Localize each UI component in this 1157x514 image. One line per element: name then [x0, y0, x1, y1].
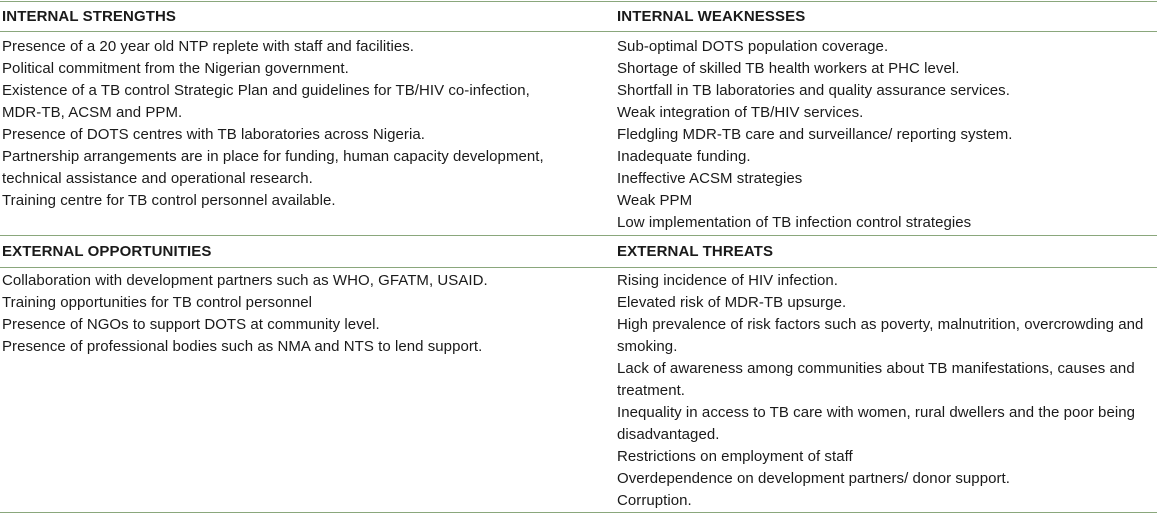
list-item: Lack of awareness among communities about TB manifestations, causes and treatment. — [617, 360, 1135, 399]
list-item: Weak integration of TB/HIV services. — [617, 104, 864, 121]
list-item: Rising incidence of HIV infection. — [617, 272, 838, 289]
section-divider — [0, 235, 1157, 236]
list-item: Shortage of skilled TB health workers at PHC level. — [617, 60, 960, 77]
external-opportunities-list — [2, 270, 562, 358]
list-item: Presence of NGOs to support DOTS at community level. — [2, 316, 380, 333]
external-threats-heading: EXTERNAL THREATS — [617, 243, 774, 260]
list-item: Shortfall in TB laboratories and quality assurance services. — [617, 82, 1010, 99]
list-item: Sub-optimal DOTS population coverage. — [617, 38, 889, 55]
list-item: High prevalence of risk factors such as poverty, malnutrition, overcrowding and smoking. — [617, 316, 1144, 355]
list-item: Ineffective ACSM strategies — [617, 170, 803, 187]
list-item: Elevated risk of MDR-TB upsurge. — [617, 294, 847, 311]
internal-strengths-list — [2, 36, 552, 212]
list-item: Partnership arrangements are in place for funding, human capacity development, technical assistance and operational research. — [2, 148, 544, 187]
internal-weaknesses-list — [617, 36, 1157, 234]
external-opportunities-heading: EXTERNAL OPPORTUNITIES — [2, 243, 212, 260]
internal-weaknesses-heading: INTERNAL WEAKNESSES — [617, 8, 806, 25]
list-item: Training opportunities for TB control personnel — [2, 294, 313, 311]
list-item: Presence of DOTS centres with TB laboratories across Nigeria. — [2, 126, 425, 143]
table-top-rule — [0, 1, 1157, 2]
list-item: Fledgling MDR-TB care and surveillance/ reporting system. — [617, 126, 1013, 143]
list-item: Collaboration with development partners such as WHO, GFATM, USAID. — [2, 272, 488, 289]
table-bottom-rule — [0, 512, 1157, 513]
header-divider-top — [0, 31, 1157, 32]
list-item: Low implementation of TB infection control strategies — [617, 214, 972, 231]
list-item: Inequality in access to TB care with women, rural dwellers and the poor being disadvantaged. — [617, 404, 1136, 443]
list-item: Political commitment from the Nigerian government. — [2, 60, 349, 77]
list-item: Training centre for TB control personnel available. — [2, 192, 336, 209]
external-threats-list — [617, 270, 1157, 512]
list-item: Existence of a TB control Strategic Plan and guidelines for TB/HIV co-infection, MDR-TB, ACSM and PPM. — [2, 82, 530, 121]
list-item: Presence of professional bodies such as NMA and NTS to lend support. — [2, 338, 483, 355]
header-divider-bottom — [0, 267, 1157, 268]
internal-strengths-heading: INTERNAL STRENGTHS — [2, 8, 177, 25]
list-item: Overdependence on development partners/ donor support. — [617, 470, 1010, 487]
list-item: Weak PPM — [617, 192, 693, 209]
list-item: Corruption. — [617, 492, 692, 509]
list-item: Presence of a 20 year old NTP replete with staff and facilities. — [2, 38, 415, 55]
list-item: Inadequate funding. — [617, 148, 751, 165]
list-item: Restrictions on employment of staff — [617, 448, 853, 465]
